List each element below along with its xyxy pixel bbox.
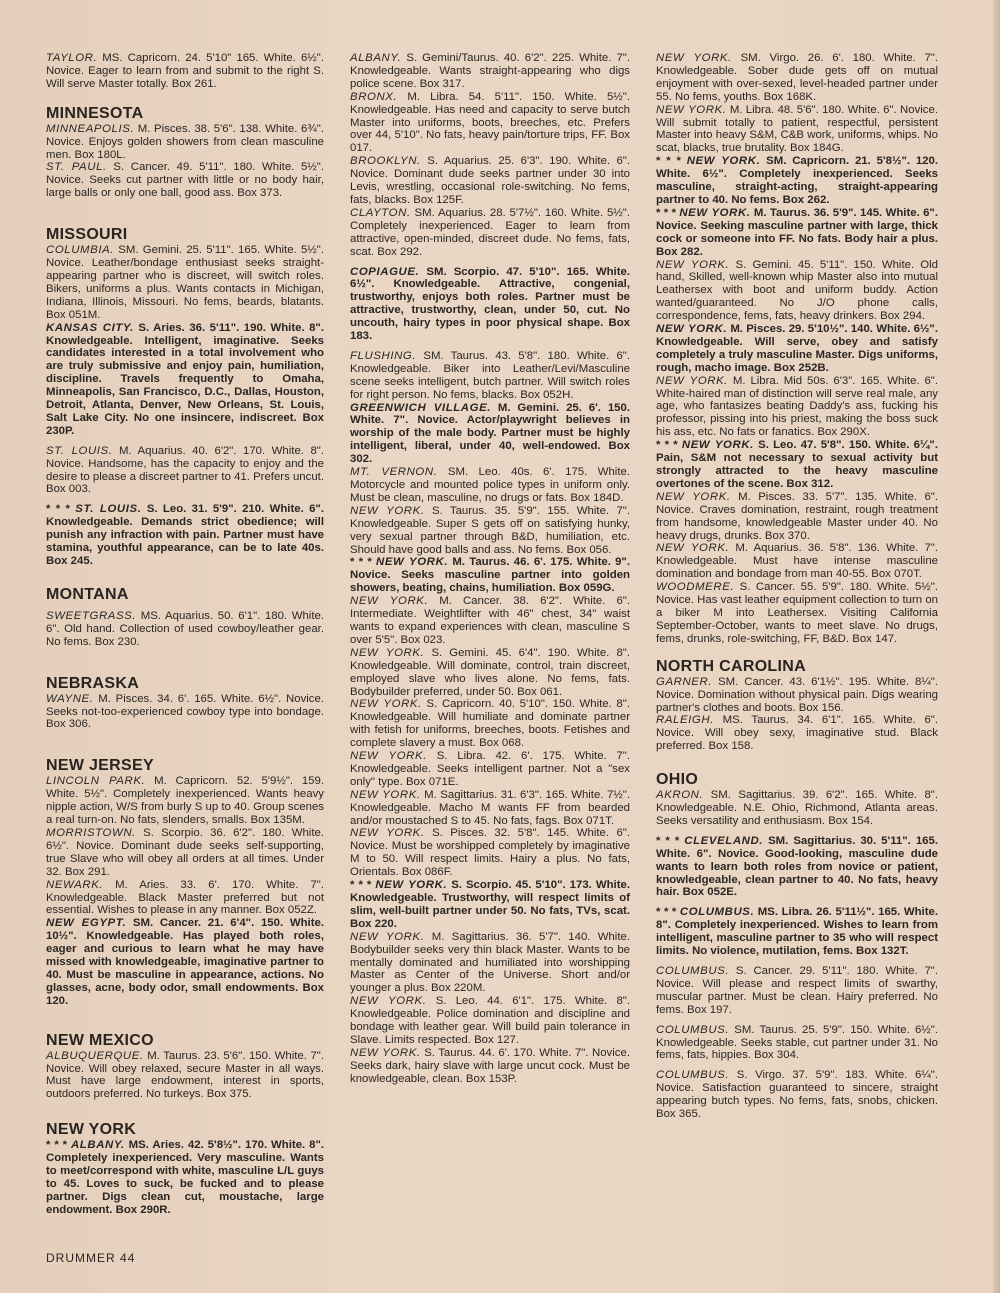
state-heading-missouri: MISSOURI (46, 226, 128, 244)
ad-new-york-4: NEW YORK. S. Capricorn. 40. 5'10". 150. White. 8". Knowledgeable. Will humiliate and dominate partner with fetish for uniforms, breeches, boots. Fetishes and complete slavery a must. Box 068. (350, 698, 630, 750)
state-heading-new-mexico: NEW MEXICO (46, 1031, 154, 1049)
ad-columbus-starred: * * * COLUMBUS. MS. Libra. 26. 5'11½". 165. White. 8". Completely inexperienced. Wishes to learn from intelligent, masculine partner to 35 who will respect limits. No violence, mutilation, fems. Box 132T. (656, 906, 939, 958)
page-edge (993, 0, 1000, 1293)
ad-akron: AKRON. SM. Sagittarius. 39. 6'2". 165. White. 8". Knowledgeable. N.E. Ohio, Richmond, Atlanta areas. Seeks versatility and enthusiasm. Box 154. (656, 789, 938, 827)
ad-new-york-1: NEW YORK. S. Taurus. 35. 5'9". 155. White. 7". Knowledgeable. Super S gets off on satisfying hunky, very sexual partner through B&D, humiliation, etc. Should have good balls and ass. No fems. Box 056. (350, 504, 630, 556)
ad-st-paul: ST. PAUL. S. Cancer. 49. 5'11". 180. White. 5½". Novice. Seeks cut partner with little or no body hair, large balls or only one ball, good ass. Box 373. (46, 161, 324, 200)
ad-columbus-1: COLUMBUS. S. Cancer. 29. 5'11". 180. White. 7". Novice. Will please and respect limits of swarthy, muscular partner. Must be clean. Hairy preferred. No fems. Box 197. (656, 965, 938, 1016)
ad-clayton: CLAYTON. SM. Aquarius. 28. 5'7½". 160. White. 5½". Completely inexperienced. Eager to learn from attractive, open-minded, discreet dude. No fems, fats, scat. Box 292. (350, 206, 630, 258)
ad-new-york-starred-5: * * * NEW YORK. S. Leo. 47. 5'8". 150. White. 6¼". Pain, S&M not necessary to sexual activity but strongly attracted to the heavy masculine overtones of the scene. Box 312. (656, 439, 938, 490)
ad-lincoln-park: LINCOLN PARK. M. Capricorn. 52. 5'9½". 159. White. 5½". Completely inexperienced. Wants heavy nipple action, W/S from burly S up to 40. Group scenes a real turn-on. No fats, slenders, smalls. Box 135M. (46, 775, 324, 827)
ad-new-york-8: NEW YORK. M. Sagittarius. 36. 5'7". 140. White. Bodybuilder seeks very thin black Master. Wants to be mentally dominated and humiliated into worshipping Master as Center of the Universe. Short and/or younger a plus. Box 220M. (350, 930, 630, 995)
ad-st-louis-starred: * * * ST. LOUIS. S. Leo. 31. 5'9". 210. White. 6". Knowledgeable. Demands strict obedience; will punish any infraction with pain. Partner must have stamina, youthful appearance, can be to late 40s. Box 245. (46, 503, 324, 567)
ad-newark: NEWARK. M. Aries. 33. 6'. 170. White. 7". Knowledgeable. Black Master preferred but not essential. Wishes to please in any manner. Box 052Z. (46, 878, 324, 917)
ad-new-york-2: NEW YORK. M. Cancer. 38. 6'2". White. 6". Intermediate. Weightlifter with 46" chest, 34" waist wants to expand experiences with clean, masculine S over 5'5". Box 023. (350, 595, 631, 646)
ad-new-york-6: NEW YORK. M. Sagittarius. 31. 6'3". 165. White. 7½". Knowledgeable. Macho M wants FF from bearded and/or moustached S to 45. No fats, fags. Box 071T. (350, 788, 630, 827)
page-footer (46, 1251, 135, 1265)
ad-new-egypt: NEW EGYPT. SM. Cancer. 21. 6'4". 150. White. 10½". Knowledgeable. Has played both roles, eager and curious to learn what he may have missed with knowledgeable, imaginative partner to 40. Must be masculine in appearance, actions. No glasses, acne, body odor, small endowments. Box 120. (46, 917, 324, 1007)
star-marker: * * * (46, 1139, 71, 1152)
star-marker: * * * (350, 879, 376, 892)
ad-bronx: BRONX. M. Libra. 54. 5'11". 150. White. 5½". Knowledgeable. Has need and capacity to serve butch Master into uniforms, boots, breeches, etc. Prefers over 44, 5'10". No fats, heavy pain/torture trips, FF. Box 017. (350, 90, 630, 155)
ad-new-york-12: NEW YORK. M. Libra. 48. 5'6". 180. White. 6". Novice. Will submit totally to patient, respectful, persistent Master into heavy S&M, C&B work, uniforms, whips. No scat, blacks, true brutality. Box 184G. (656, 103, 938, 155)
ad-new-york-15: NEW YORK. M. Libra. Mid 50s. 6'3". 165. White. 6". White-haired man of distinction will serve real male, any age, who fantasizes beating Daddy's ass, fucking his professor, pissing into his priest, making the boss suck his ass, etc. No fats or fanatics. Box 290X. (656, 374, 938, 439)
ad-new-york-starred-3: * * * NEW YORK. SM. Capricorn. 21. 5'8½". 120. White. 6½". Completely inexperienced. Seeks masculine, straight-acting, straight-appearing partner to 40. No fems. Box 262. (656, 155, 938, 206)
star-marker: * * * (350, 556, 377, 569)
star-marker: * * * (46, 503, 76, 516)
state-heading-minnesota: MINNESOTA (46, 104, 144, 122)
ad-albuquerque: ALBUQUERQUE. M. Taurus. 23. 5'6". 150. White. 7". Novice. Will obey relaxed, secure Master in all ways. Must have large endowment, interest in sports, outdoors preferred. No turkeys. Box 375. (46, 1049, 324, 1101)
star-marker: * * * (656, 439, 682, 452)
ad-st-louis: ST. LOUIS. M. Aquarius. 40. 6'2". 170. White. 8". Novice. Handsome, has the capacity to enjoy and the desire to please a discreet partner to 41. Prefers uncut. Box 003. (46, 444, 324, 496)
ad-raleigh: RALEIGH. MS. Taurus. 34. 6'1". 165. White. 6". Novice. Will obey sexy, imaginative stud. Black preferred. Box 158. (656, 714, 938, 753)
state-heading-new-york: NEW YORK (46, 1121, 137, 1139)
star-marker: * * * (656, 834, 685, 847)
ad-new-york-3: NEW YORK. S. Gemini. 45. 6'4". 190. White. 8". Knowledgeable. Will dominate, control, train discreet, employed slave who lives alone. No fems, fats. Bodybuilder preferred, under 50. Box 061. (350, 646, 630, 698)
ad-woodmere: WOODMERE. S. Cancer. 55. 5'9". 180. White. 5½". Novice. Has vast leather equipment collection to turn on a biker M into Leathersex. Visiting California September-October, wants to meet slave. No drugs, fems, drunks, role-switching, FF, B&D. Box 147. (656, 581, 938, 645)
ad-brooklyn: BROOKLYN. S. Aquarius. 25. 6'3". 190. White. 6". Novice. Dominant dude seeks partner under 30 into Levis, wrestling, occasional role-switching. No fems, fats, blacks. Box 125F. (350, 155, 630, 206)
ad-columbus-2: COLUMBUS. SM. Taurus. 25. 5'9". 150. White. 6½". Knowledgeable. Seeks stable, cut partner under 31. No fems, fats, hippies. Box 304. (656, 1023, 938, 1062)
ad-copiague: COPIAGUE. SM. Scorpio. 47. 5'10". 165. White. 6½". Knowledgeable. Attractive, congenial, trustworthy, enjoys both roles. Partner must be attractive, trustworthy, clean, under 50, cut. No uncouth, hairy types in poor physical shape. Box 183. (350, 265, 630, 343)
state-heading-north-carolina: NORTH CAROLINA (656, 657, 806, 675)
ad-albany-starred: * * * ALBANY. MS. Aries. 42. 5'8½". 170. White. 8". Completely inexperienced. Very masculine. Wants to meet/correspond with white, masculine L/L guys to 45. Loves to suck, be fucked and to please partner. Digs clean cut, moustache, large endowment. Box 290R. (46, 1139, 325, 1216)
ad-cleveland-starred: * * * CLEVELAND. SM. Sagittarius. 30. 5'11". 165. White. 6". Novice. Good-looking, masculine dude wants to learn both roles from novice or patient, knowledgeable, clean partner to 40. No fats, heavy hair. Box 052E. (656, 834, 938, 899)
ad-new-york-9: NEW YORK. S. Leo. 44. 6'1". 175. White. 8". Knowledgeable. Police domination and discipline and bondage with leather gear. Will build pain tolerance in Slave. Limits respected. Box 127. (350, 995, 630, 1046)
state-heading-new-jersey: NEW JERSEY (46, 757, 154, 775)
ad-new-york-7: NEW YORK. S. Pisces. 32. 5'8". 145. White. 6". Novice. Must be worshipped completely by imaginative M to 50. Will respect limits. Hairy a plus. No fats, Orientals. Box 086F. (350, 827, 630, 879)
ad-mt-vernon: MT. VERNON. SM. Leo. 40s. 6'. 175. White. Motorcycle and mounted police types in uniform only. Must be clean, masculine, no drugs or fats. Box 184D. (350, 466, 630, 504)
ad-garner: GARNER. SM. Cancer. 43. 6'1½". 195. White. 8¼". Novice. Domination without physical pain. Digs wearing partner's clothes and boots. Box 156. (656, 675, 938, 714)
ad-new-york-13: NEW YORK. S. Gemini. 45. 5'11". 150. White. Old hand, Skilled, well-known whip Master also into mutual Leathersex with boot and uniform buddy. Action wanted/guaranteed. No J/O phone calls, correspondence, fems, fats, heavy drinkers. Box 294. (656, 258, 938, 323)
ad-new-york-16: NEW YORK. M. Pisces. 33. 5'7". 135. White. 6". Novice. Craves domination, restraint, rough treatment from handsome, knowledgeable Master under 40. No heavy drugs, drunks. Box 370. (656, 490, 938, 542)
ad-new-york-starred-1: * * * NEW YORK. M. Taurus. 46. 6'. 175. White. 9". Novice. Seeks masculine partner into golden showers, beating, chains, humiliation. Box 059G. (350, 556, 630, 595)
ad-new-york-10: NEW YORK. S. Taurus. 44. 6'. 170. White. 7". Novice. Seeks dark, hairy slave with large uncut cock. Must be knowledgeable, clean. Box 153P. (350, 1046, 630, 1085)
ad-new-york-17: NEW YORK. M. Aquarius. 36. 5'8". 136. White. 7". Knowledgeable. Must have intense masculine domination and bondage from man 40-55. Box 070T. (656, 542, 938, 581)
state-heading-montana: MONTANA (46, 585, 129, 603)
ad-kansas-city: KANSAS CITY. S. Aries. 36. 5'11". 190. White. 8". Knowledgeable. Intelligent, imaginative. Seeks candidates interested in a total involvement who are truly submissive and enjoy pain, humiliation, discipline. Travels frequently to Omaha, Minneapolis, San Francisco, D.C., Dallas, Houston, Detroit, Atlanta, Denver, New Orleans, St. Louis, Salt Lake City. No one insincere, indiscreet. Box 230P. (46, 321, 324, 437)
state-heading-nebraska: NEBRASKA (46, 674, 140, 692)
ad-new-york-starred-4: * * * NEW YORK. M. Taurus. 36. 5'9". 145. White. 6". Novice. Seeking masculine partner with large, thick cock or someone into FF. No fats. Body hair a plus. Box 282. (656, 206, 938, 258)
ad-new-york-5: NEW YORK. S. Libra. 42. 6'. 175. White. 7". Knowledgeable. Seeks intelligent partner. Not a "sex only" type. Box 071E. (350, 750, 630, 788)
star-marker: * * * (656, 206, 680, 219)
ad-sweetgrass: SWEETGRASS. MS. Aquarius. 50. 6'1". 180. White. 6". Old hand. Collection of used cowboy/leather gear. No fems. Box 230. (46, 609, 324, 648)
ad-columbus-3: COLUMBUS. S. Virgo. 37. 5'9". 183. White. 6¼". Novice. Satisfaction guaranteed to sincere, straight appearing butch types. No fems, fats, snobs, chicken. Box 365. (656, 1069, 938, 1121)
ad-greenwich-village: GREENWICH VILLAGE. M. Gemini. 25. 6'. 150. White. 7". Novice. Actor/playwright believes in worship of the male body. Partner must be highly intelligent, liberal, under 40, well-endowed. Box 302. (350, 401, 630, 466)
ad-flushing: FLUSHING. SM. Taurus. 43. 5'8". 180. White. 6". Knowledgeable. Biker into Leather/Levi/Masculine scene seeks intelligent, butch partner. Will switch roles for right person. No fems, blacks. Box 052H. (350, 349, 630, 401)
ad-minneapolis: MINNEAPOLIS. M. Pisces. 38. 5'6". 138. White. 6¾". Novice. Enjoys golden showers from clean masculine men. Box 180L. (46, 122, 324, 161)
ad-columbia: COLUMBIA. SM. Gemini. 25. 5'11". 165. White. 5½". Novice. Leather/bondage enthusiast seeks straight-appearing partner who is discreet, will switch roles. Bikers, uniforms a plus. Wants contacts in Michigan, Indiana, Illinois, Missouri. No fems, beards, blatants. Box 051M. (46, 244, 324, 321)
ad-wayne: WAYNE. M. Pisces. 34. 6'. 165. White. 6½". Novice. Seeks not-too-experienced cowboy type into bondage. Box 306. (46, 692, 324, 731)
ad-morristown: MORRISTOWN. S. Scorpio. 36. 6'2". 180. White. 6½". Novice. Dominant dude seeks self-supporting, true Slave who will obey all orders at all times. Under 32. Box 291. (46, 826, 324, 878)
column-2 (350, 52, 630, 1086)
ad-taylor: TAYLOR. MS. Capricorn. 24. 5'10" 165. White. 6½". Novice. Eager to learn from and submit to the right S. Will serve Master totally. Box 261. (46, 52, 324, 90)
ad-new-york-11: NEW YORK. SM. Virgo. 26. 6'. 180. White. 7". Knowledgeable. Sober dude gets off on mutual enjoyment with over-sexed, level-headed partner under 55. No fems, youths. Box 168K. (656, 52, 938, 103)
column-3 (656, 52, 938, 1121)
ad-new-york-starred-2: * * * NEW YORK. S. Scorpio. 45. 5'10". 173. White. Knowledgeable. Trustworthy, will respect limits of slim, well-built partner under 50. No fats, TVs, scat. Box 220. (350, 879, 630, 930)
star-marker: * * * (656, 155, 687, 168)
column-1 (46, 52, 324, 1217)
state-heading-ohio: OHIO (656, 771, 699, 789)
ad-new-york-14: NEW YORK. M. Pisces. 29. 5'10½". 140. White. 6½". Knowledgeable. Will serve, obey and satisfy completely a truly masculine Master. Digs uniforms, rough, macho image. Box 252B. (656, 323, 938, 374)
star-marker: * * * (656, 906, 680, 919)
page-number: 44 (120, 1251, 136, 1265)
magazine-name: DRUMMER (46, 1251, 116, 1265)
ad-albany: ALBANY. S. Gemini/Taurus. 40. 6'2". 225. White. 7". Knowledgeable. Wants straight-appearing who digs police scene. Box 317. (350, 52, 630, 90)
